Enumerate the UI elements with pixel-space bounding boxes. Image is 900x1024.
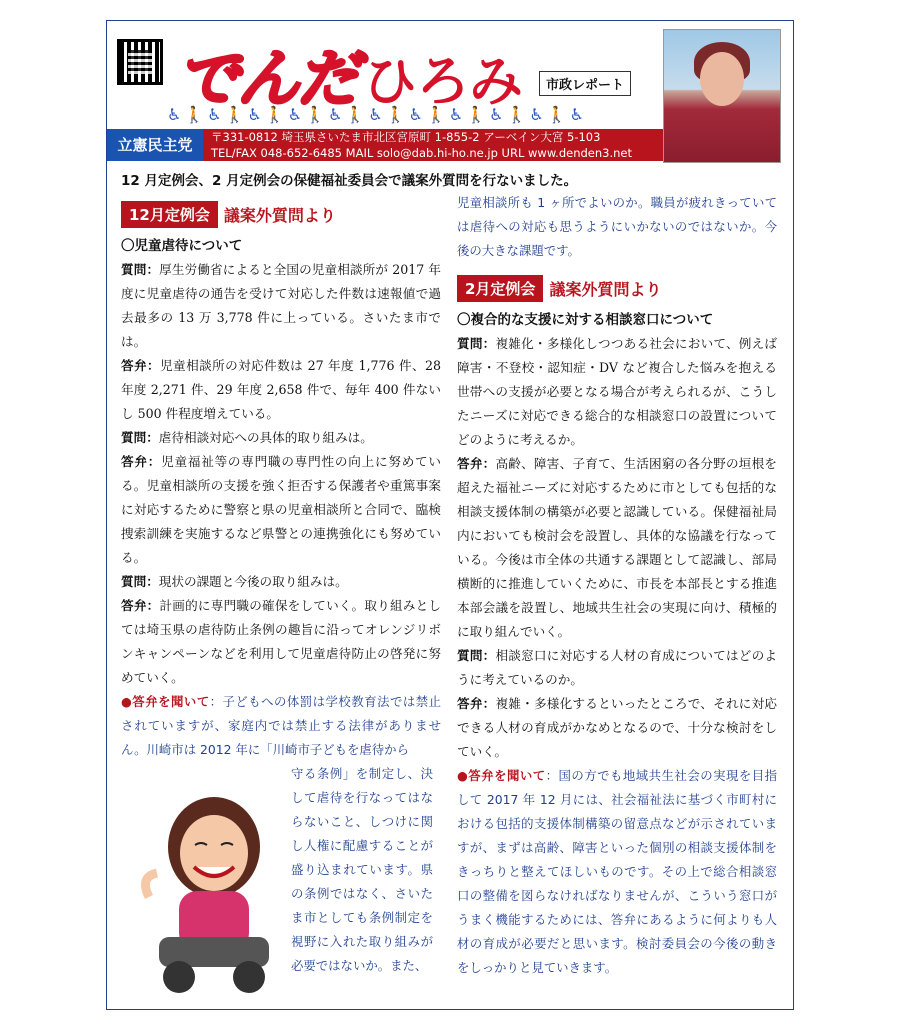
title-part1: でんだ xyxy=(177,42,358,115)
party-logo: 立憲民主党 xyxy=(107,129,203,161)
newsletter-page xyxy=(106,20,794,1010)
wheelchair-figures-decoration: ♿🚶♿🚶♿🚶♿🚶♿🚶♿🚶♿🚶♿🚶♿🚶♿🚶♿ xyxy=(167,105,587,124)
right-column xyxy=(457,189,777,1004)
qa-paragraph: 質問：現状の課題と今後の取り組みは。 xyxy=(121,574,348,589)
left-column xyxy=(121,189,441,1004)
opinion-continued: 守る条例」を制定し、決して虐待を行なってはならないこと、しつけに関し人権に配慮することが盛り込まれています。県の条例ではなく、さいたま市としても条例制定を視野に入れた取り組みが必要ではないか。また、 xyxy=(291,766,433,973)
title-part2: ひろみ xyxy=(363,50,523,113)
qa-paragraph: 答弁：計画的に専門職の確保をしていく。取り組みとしては埼玉県の虐待防止条例の趣旨に沿ってオレンジリボンキャンペーンなどを利用して児童虐待防止の啓発に努めていく。 xyxy=(121,598,441,685)
address-line: 〒331-0812 埼玉県さいたま市北区宮原町 1-855-2 アーベイン大宮 5-103 xyxy=(211,130,601,144)
opinion-continued: 児童相談所も 1 ヶ所でよいのか。職員が疲れきっていては虐待への対応も思うようにいかないのではないか。今後の大きな課題です。 xyxy=(457,195,777,258)
qa-paragraph: 質問：複雑化・多様化しつつある社会において、例えば障害・不登校・認知症・DV など複合した悩みを抱える世帯への支援が必要となる場合が考えられるが、こうしたニーズに対応できる総合的な相談窓口の設置についてどのように考えるか。 xyxy=(457,336,777,447)
section-title: 議案外質問より xyxy=(549,280,662,299)
intro-text: 12 月定例会、2 月定例会の保健福祉委員会で議案外質問を行ないました。 xyxy=(121,173,578,189)
qa-paragraph: 質問：虐待相談対応への具体的取り組みは。 xyxy=(121,430,373,445)
topic-title: 〇複合的な支援に対する相談窓口について xyxy=(457,312,714,328)
opinion-paragraph: ●答弁を聞いて：国の方でも地域共生社会の実現を目指して 2017 年 12 月には、社会福祉法に基づく市町村における包括的支援体制構築の留意点などが示されていますが、まずは高齢、障害といった個別の相談支援体制をきっちりと整えてほしいものです。その上で総合相談窓口の整備を図らなければなりませんが、こういう窓口がうまく機能するためには、答弁にあるように何よりも人材の育成が必要だと思います。検討委員会の今後の動きをしっかりと見ていきます。 xyxy=(457,768,777,975)
qa-paragraph: 答弁：児童相談所の対応件数は 27 年度 1,776 件、28 年度 2,271 件、29 年度 2,658 件で、毎年 400 件ないし 500 件程度増えている。 xyxy=(121,358,441,421)
qa-paragraph: 答弁：複雑・多様化するといったところで、それに対応できる人材の育成がかなめとなるので、十分な検討をしていく。 xyxy=(457,696,777,759)
contact-line: TEL/FAX 048-652-6485 MAIL solo@dab.hi-ho.ne.jp URL www.denden3.net xyxy=(211,146,632,160)
cartoon-illustration xyxy=(139,787,289,997)
portrait-photo xyxy=(663,29,781,163)
qa-paragraph: 質問：厚生労働省によると全国の児童相談所が 2017 年度に児童虐待の通告を受けて対応した件数は速報値で過去最多の 13 万 3,778 件に上っている。さいたま市では。 xyxy=(121,262,441,349)
session-badge: 12月定例会 xyxy=(121,201,218,228)
masthead-title xyxy=(177,29,523,115)
qa-paragraph: 答弁：児童福祉等の専門職の専門性の向上に努めている。児童相談所の支援を強く拒否する保護者や重篤事案に対応するために警察と県の児童相談所と合同で、臨検捜索訓練を実施するなど県警との連携強化にも努めている。 xyxy=(121,454,441,565)
section-heading-feb xyxy=(457,275,777,302)
qa-paragraph: 答弁：高齢、障害、子育て、生活困窮の各分野の垣根を超えた福祉ニーズに対応するために市としても包括的な相談支援体制の構築が必要と認識している。保健福祉局内においても検討会を設置し、具体的な協議を行なっている。今後は市全体の共通する課題として認識し、部局横断的に推進していくために、市長を本部長とする推進本部会議を設置し、地域共生社会の実現に向け、積極的に取り組んでいく。 xyxy=(457,456,777,639)
report-tag: 市政レポート xyxy=(539,71,631,96)
qa-paragraph: 質問：相談窓口に対応する人材の育成についてはどのように考えているのか。 xyxy=(457,648,777,687)
topic-title: 〇児童虐待について xyxy=(121,238,243,254)
qr-code[interactable] xyxy=(117,39,163,85)
session-badge: 2月定例会 xyxy=(457,275,543,302)
opinion-paragraph: ●答弁を聞いて：子どもへの体罰は学校教育法では禁止されていますが、家庭内では禁止する法律がありません。川崎市は 2012 年に「川崎市子どもを虐待から xyxy=(121,694,441,757)
contact-info xyxy=(211,129,632,161)
section-title: 議案外質問より xyxy=(223,206,336,225)
section-heading-dec xyxy=(121,201,441,228)
